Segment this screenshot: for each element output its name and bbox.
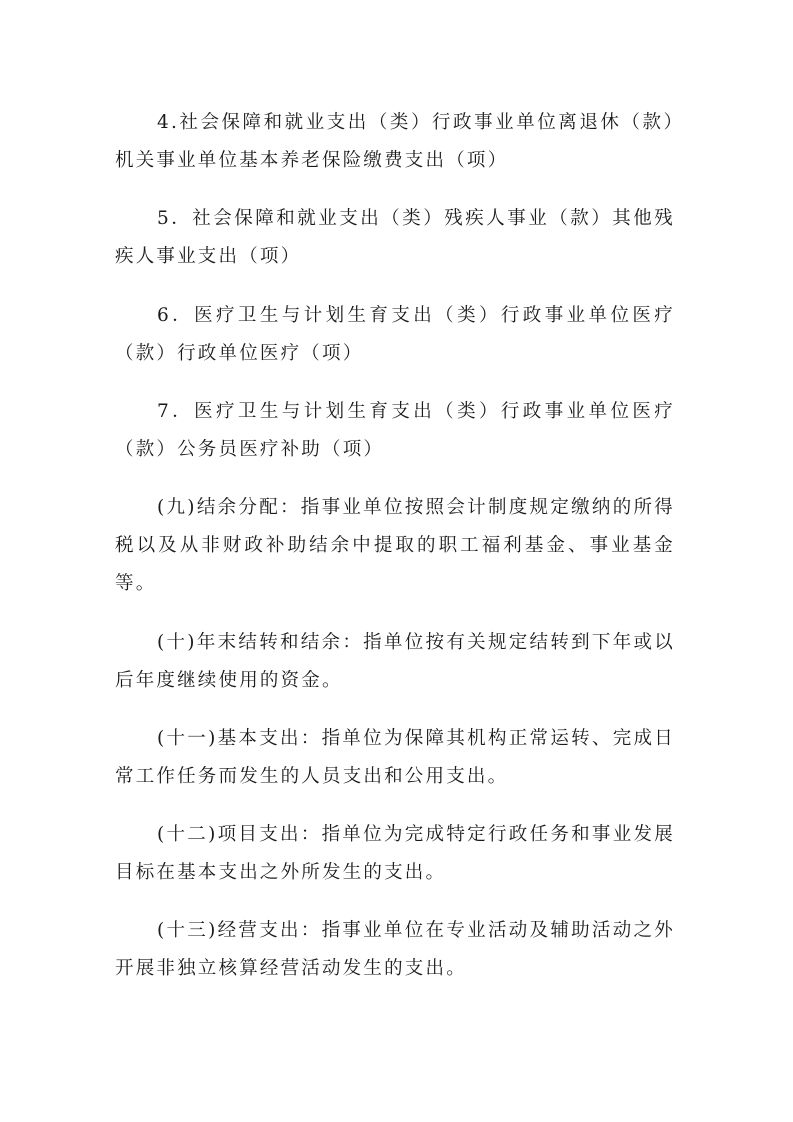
paragraph-item-4: 4.社会保障和就业支出（类）行政事业单位离退休（款）机关事业单位基本养老保险缴费支出（项） bbox=[115, 112, 675, 171]
paragraph-item-7: 7．医疗卫生与计划生育支出（类）行政事业单位医疗（款）公务员医疗补助（项） bbox=[115, 401, 675, 460]
paragraph-item-6: 6．医疗卫生与计划生育支出（类）行政事业单位医疗（款）行政单位医疗（项） bbox=[115, 305, 675, 364]
paragraph-item-5: 5．社会保障和就业支出（类）残疾人事业（款）其他残疾人事业支出（项） bbox=[115, 208, 675, 267]
paragraph-operating-expenditure: (十三)经营支出：指事业单位在专业活动及辅助活动之外开展非独立核算经营活动发生的支出。 bbox=[115, 920, 675, 979]
paragraph-surplus-distribution: (九)结余分配：指事业单位按照会计制度规定缴纳的所得税以及从非财政补助结余中提取的职工福利基金、事业基金等。 bbox=[115, 497, 675, 594]
paragraph-basic-expenditure: (十一)基本支出：指单位为保障其机构正常运转、完成日常工作任务而发生的人员支出和公用支出。 bbox=[115, 728, 675, 787]
paragraph-project-expenditure: (十二)项目支出：指单位为完成特定行政任务和事业发展目标在基本支出之外所发生的支出。 bbox=[115, 824, 675, 883]
paragraph-year-end-carryover: (十)年末结转和结余：指单位按有关规定结转到下年或以后年度继续使用的资金。 bbox=[115, 632, 675, 691]
